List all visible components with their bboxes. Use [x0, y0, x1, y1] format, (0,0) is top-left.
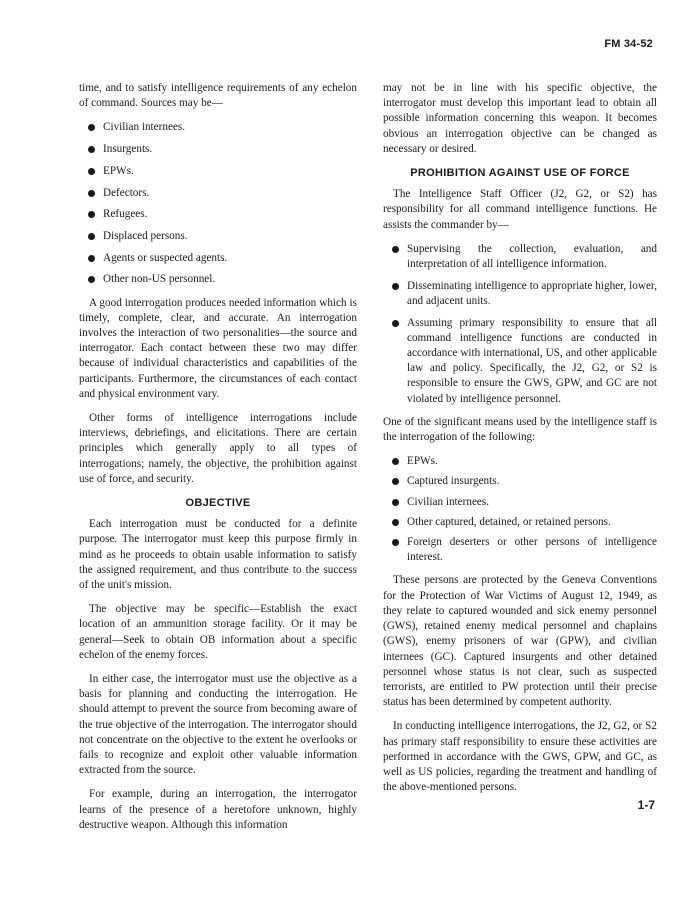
interrogated-persons-list — [383, 454, 657, 565]
duties-list — [383, 242, 657, 407]
list-item — [79, 272, 357, 287]
list-item — [383, 495, 657, 510]
bullet-icon — [88, 146, 95, 153]
list-item-text: Civilian internees. — [103, 121, 186, 134]
list-item — [383, 535, 657, 565]
list-item — [383, 316, 657, 407]
page-number: 1-7 — [637, 798, 655, 812]
paragraph-significant-means: One of the significant means used by the intelligence staff is the interrogation of the following: — [383, 415, 657, 444]
paragraph-staff-officer: The Intelligence Staff Officer (J2, G2, or S2) has responsibility for all command intelligence functions. He assists the commander by— — [383, 188, 657, 231]
list-item-text: Refugees. — [103, 208, 148, 221]
bullet-icon — [392, 458, 399, 465]
list-item-text: Supervising the collection, evaluation, and interpretation of all intelligence information. — [407, 242, 657, 271]
list-item-text: Civilian internees. — [407, 495, 490, 508]
left-column — [79, 81, 357, 842]
bullet-icon — [88, 211, 95, 218]
paragraph-other-forms: Other forms of intelligence interrogations include interviews, debriefings, and elicitations. There are certain principles which generally apply to all types of interrogations; namely, the objective, the prohibition against use of force, and security. — [79, 411, 357, 485]
list-item — [79, 186, 357, 201]
bullet-icon — [392, 283, 399, 290]
paragraph-each-interrogation: Each interrogation must be conducted for a definite purpose. The interrogator must keep this purpose firmly in mind as he proceeds to obtain usable information to satisfy the assigned requirement, and thus contribute to the success of the unit's mission. — [79, 518, 357, 591]
bullet-icon — [88, 255, 95, 262]
sources-list — [79, 120, 357, 287]
paragraph-objective-specific: The objective may be specific—Establish the exact location of an ammunition storage facility. Or it may be general—Seek to obtain OB information about a specific echelon of the enemy forces. — [79, 603, 357, 661]
bullet-icon — [392, 320, 399, 327]
list-item-text: Displaced persons. — [103, 229, 188, 242]
list-item-text: Captured insurgents. — [407, 475, 500, 488]
list-item-text: EPWs. — [103, 164, 134, 177]
section-heading-prohibition: PROHIBITION AGAINST USE OF FORCE — [410, 167, 630, 180]
paragraph-either-case: In either case, the interrogator must use the objective as a basis for planning and conducting the interrogation. He should attempt to prevent the source from becoming aware of the true objective of the interrogation. The interrogator should not concentrate on the objective to the extent he overlooks or fails to recognize and exploit other valuable information extracted from the source. — [79, 673, 357, 777]
list-item — [79, 142, 357, 157]
bullet-icon — [392, 539, 399, 546]
list-item — [79, 251, 357, 266]
list-item-text: EPWs. — [407, 455, 438, 468]
bullet-icon — [88, 190, 95, 197]
intro-paragraph: time, and to satisfy intelligence requirements of any echelon of command. Sources may be— — [79, 82, 357, 110]
bullet-icon — [88, 124, 95, 131]
list-item-text: Agents or suspected agents. — [103, 251, 228, 264]
list-item — [383, 515, 657, 530]
bullet-icon — [392, 246, 399, 253]
list-item-text: Other non-US personnel. — [103, 273, 216, 286]
paragraph-geneva-protection: These persons are protected by the Geneva Conventions for the Protection of War Victims of August 12, 1949, as they relate to captured wounded and sick enemy personnel (GWS), retained enemy medical personnel and chaplains (GWS), enemy prisoners of war (GPW), and civilian internees (GC). Captured insurgents and other detained personnel whose status is not clear, such as suspected terrorists, are entitled to PW protection until their precise status has been determined by competent authority. — [383, 574, 657, 709]
list-item — [79, 207, 357, 222]
list-item-text: Foreign deserters or other persons of intelligence interest. — [407, 536, 657, 564]
list-item-text: Assuming primary responsibility to ensure that all command intelligence functions are conducted in accordance with international, US, and other applicable law and policy. Specifically, the J2, G2, or S2 is responsible to ensure the GWS, GPW, and GC are not violated by intelligence personnel. — [407, 316, 657, 405]
paragraph-conducting-interrogations: In conducting intelligence interrogations, the J2, G2, or S2 has primary staff responsibility to ensure these activities are performed in accordance with the GWS, GPW, and GC, as well as US policies, regarding the treatment and handling of the above-mentioned persons. — [383, 720, 657, 794]
paragraph-continued: may not be in line with his specific objective, the interrogator must develop this important lead to obtain all possible information concerning this weapon. It becomes obvious an interrogation objective can be changed as necessary or desired. — [383, 82, 657, 155]
header-manual-reference: FM 34-52 — [604, 38, 653, 50]
bullet-icon — [392, 519, 399, 526]
paragraph-good-interrogation: A good interrogation produces needed information which is timely, complete, clear, and accurate. An interrogation involves the interaction of two personalities—the source and interrogator. Each contact between these two may differ because of individual characteristics and capabilities of the participants. Furthermore, the circumstances of each contact and physical environment vary. — [79, 296, 357, 400]
bullet-icon — [392, 478, 399, 485]
list-item — [383, 474, 657, 489]
list-item — [79, 120, 357, 135]
list-item — [383, 454, 657, 469]
list-item — [79, 164, 357, 179]
list-item — [383, 242, 657, 272]
list-item-text: Other captured, detained, or retained persons. — [407, 515, 611, 528]
bullet-icon — [392, 499, 399, 506]
bullet-icon — [88, 168, 95, 175]
list-item — [79, 229, 357, 244]
bullet-icon — [88, 233, 95, 240]
list-item — [383, 279, 657, 309]
section-heading-objective: OBJECTIVE — [185, 496, 251, 509]
paragraph-example: For example, during an interrogation, the interrogator learns of the presence of a heretofore unknown, highly destructive weapon. Although this information — [79, 788, 357, 831]
right-column — [383, 81, 657, 804]
bullet-icon — [88, 276, 95, 283]
list-item-text: Disseminating intelligence to appropriate higher, lower, and adjacent units. — [407, 279, 657, 307]
list-item-text: Defectors. — [103, 186, 150, 199]
list-item-text: Insurgents. — [103, 143, 153, 156]
